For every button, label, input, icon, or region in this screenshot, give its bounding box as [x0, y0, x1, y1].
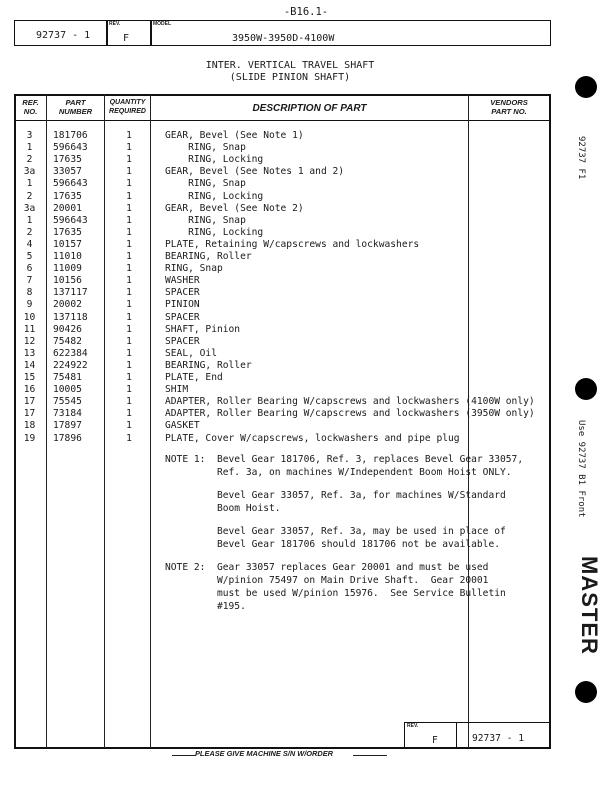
row-ref: 2: [26, 190, 33, 202]
row-description: PLATE, Cover W/capscrews, lockwashers and pipe plug: [165, 432, 460, 444]
row-quantity: 1: [126, 287, 132, 299]
row-part-number: 33057: [53, 166, 82, 178]
header-divider: [106, 20, 108, 46]
note-1-line: Boom Hoist.: [165, 503, 281, 514]
header-part-l2: NUMBER: [58, 107, 93, 116]
header-divider: [150, 20, 152, 46]
binder-hole-icon: [575, 681, 597, 703]
table-row: [0, 154, 552, 166]
row-quantity: 1: [126, 335, 132, 347]
footer-rev-divider: [456, 722, 457, 748]
footer-rev-label: REV.: [407, 723, 419, 729]
table-row: [0, 348, 552, 360]
note-2-line: must be used W/pinion 15976. See Service Bulletin: [165, 588, 506, 599]
row-quantity: 1: [126, 275, 132, 287]
table-row: [0, 251, 552, 263]
row-ref: 13: [23, 347, 36, 359]
row-part-number: 90426: [53, 323, 82, 335]
table-row: [0, 275, 552, 287]
header-qty-l1: QUANTITY: [109, 99, 146, 106]
row-ref: 12: [23, 335, 36, 347]
row-part-number: 11009: [53, 263, 82, 275]
header-model-value: 3950W-3950D-4100W: [232, 33, 335, 44]
side-use-note: Use 92737 B1 Front: [576, 420, 586, 518]
footer-rule: [172, 755, 196, 756]
row-ref: 18: [23, 420, 36, 432]
row-description: BEARING, Roller: [165, 359, 252, 371]
row-quantity: 1: [126, 238, 132, 250]
row-quantity: 1: [126, 190, 132, 202]
row-ref: 10: [23, 311, 36, 323]
header-model-label: MODEL: [153, 21, 172, 27]
row-quantity: 1: [126, 178, 132, 190]
row-ref: 3a: [23, 166, 36, 178]
table-row: [0, 239, 552, 251]
row-quantity: 1: [126, 311, 132, 323]
row-part-number: 596643: [53, 142, 88, 154]
row-quantity: 1: [126, 251, 132, 262]
footer-instruction: PLEASE GIVE MACHINE S/N W/ORDER: [195, 749, 333, 758]
row-ref: 6: [26, 263, 33, 275]
row-part-number: 224922: [53, 359, 88, 371]
table-border: [14, 94, 551, 96]
row-quantity: 1: [126, 408, 132, 420]
row-quantity: 1: [126, 372, 132, 383]
row-description: SPACER: [165, 311, 200, 323]
table-row: [0, 142, 552, 154]
row-description: WASHER: [165, 275, 200, 287]
table-row: [0, 178, 552, 190]
row-part-number: 17635: [53, 154, 82, 166]
row-description: GEAR, Bevel (See Note 2): [165, 202, 304, 214]
header-part: [47, 98, 104, 116]
binder-hole-icon: [575, 76, 597, 98]
row-part-number: 10005: [53, 384, 82, 396]
row-quantity: 1: [126, 154, 132, 166]
row-description: GEAR, Bevel (See Note 1): [165, 130, 304, 141]
row-ref: 2: [26, 226, 33, 238]
row-ref: 7: [26, 275, 33, 287]
side-code: 92737 F1: [576, 136, 586, 180]
note-1-line: Bevel Gear 181706 should 181706 not be available.: [165, 539, 501, 550]
row-part-number: 17635: [53, 190, 82, 202]
note-1-line: NOTE 1: Bevel Gear 181706, Ref. 3, replaces Bevel Gear 33057,: [165, 454, 524, 465]
row-part-number: 596643: [53, 178, 88, 190]
row-quantity: 1: [126, 130, 132, 141]
row-description: RING, Locking: [165, 190, 264, 202]
row-quantity: 1: [126, 263, 132, 275]
table-row: [0, 408, 552, 420]
note-1-line: Bevel Gear 33057, Ref. 3a, for machines W/Standard: [165, 490, 506, 501]
table-row: [0, 324, 552, 336]
footer-doc-number: 92737 - 1: [472, 733, 524, 744]
row-description: SPACER: [165, 287, 200, 299]
row-quantity: 1: [126, 202, 132, 214]
table-row: [0, 191, 552, 203]
header-qty-l2: REQUIRED: [109, 108, 146, 115]
table-row: [0, 299, 552, 311]
row-description: RING, Snap: [165, 214, 246, 226]
row-description: PLATE, End: [165, 372, 223, 383]
row-part-number: 11010: [53, 251, 82, 262]
row-ref: 14: [23, 359, 36, 371]
row-part-number: 17896: [53, 432, 82, 444]
row-part-number: 20002: [53, 299, 82, 311]
row-ref: 5: [26, 251, 33, 262]
row-part-number: 10156: [53, 275, 82, 287]
table-row: [0, 396, 552, 408]
row-part-number: 73184: [53, 408, 82, 420]
table-row: [0, 336, 552, 348]
row-ref: 4: [26, 238, 33, 250]
row-ref: 8: [26, 287, 33, 299]
header-doc-number: 92737 - 1: [36, 30, 91, 41]
row-quantity: 1: [126, 432, 132, 444]
row-part-number: 20001: [53, 202, 82, 214]
row-part-number: 75482: [53, 335, 82, 347]
row-ref: 9: [26, 299, 33, 311]
row-description: RING, Locking: [165, 226, 264, 238]
row-quantity: 1: [126, 214, 132, 226]
row-description: RING, Snap: [165, 178, 246, 190]
row-part-number: 622384: [53, 347, 88, 359]
table-row: [0, 372, 552, 384]
page-number: -B16.1-: [283, 6, 329, 18]
header-part-l1: PART: [65, 98, 86, 107]
header-description: DESCRIPTION OF PART: [252, 103, 367, 114]
row-part-number: 17897: [53, 420, 82, 432]
header-rev-label: REV.: [109, 21, 121, 27]
row-description: PLATE, Retaining W/capscrews and lockwashers: [165, 238, 420, 250]
row-description: GEAR, Bevel (See Notes 1 and 2): [165, 166, 345, 178]
row-ref: 17: [23, 408, 36, 420]
row-quantity: 1: [126, 323, 132, 335]
row-quantity: 1: [126, 420, 132, 432]
row-ref: 17: [23, 396, 36, 408]
row-quantity: 1: [126, 359, 132, 371]
row-description: GASKET: [165, 420, 200, 432]
table-row: [0, 384, 552, 396]
row-part-number: 17635: [53, 226, 82, 238]
row-part-number: 75545: [53, 396, 82, 408]
table-row: [0, 360, 552, 372]
table-row: [0, 312, 552, 324]
page-title: INTER. VERTICAL TRAVEL SHAFT: [205, 60, 375, 71]
header-ref-l2: NO.: [23, 107, 38, 116]
note-1-line: Ref. 3a, on machines W/Independent Boom Hoist ONLY.: [165, 467, 512, 478]
row-ref: 3a: [23, 202, 36, 214]
table-row: [0, 287, 552, 299]
header-ref-l1: REF.: [22, 98, 39, 107]
header-rev-value: F: [123, 33, 130, 44]
note-1-line: Bevel Gear 33057, Ref. 3a, may be used in place of: [165, 526, 506, 537]
row-part-number: 75481: [53, 372, 82, 383]
row-quantity: 1: [126, 142, 132, 154]
row-description: RING, Snap: [165, 142, 246, 154]
note-2-line: #195.: [165, 601, 246, 612]
table-row: [0, 227, 552, 239]
binder-hole-icon: [575, 378, 597, 400]
table-row: [0, 130, 552, 142]
row-description: ADAPTER, Roller Bearing W/capscrews and lockwashers (4100W only): [165, 396, 535, 408]
row-ref: 1: [26, 178, 33, 190]
header-vendor: [469, 98, 549, 116]
header-vendor-l2: PART NO.: [491, 107, 527, 116]
row-quantity: 1: [126, 384, 132, 396]
row-quantity: 1: [126, 396, 132, 408]
row-description: PINION: [165, 299, 200, 311]
table-row: [0, 215, 552, 227]
row-quantity: 1: [126, 347, 132, 359]
table-row: [0, 420, 552, 432]
row-ref: 1: [26, 214, 33, 226]
table-row: [0, 203, 552, 215]
row-description: SPACER: [165, 335, 200, 347]
row-quantity: 1: [126, 166, 132, 178]
row-ref: 16: [23, 384, 36, 396]
row-ref: 1: [26, 142, 33, 154]
footer-rule: [353, 755, 387, 756]
header-vendor-l1: VENDORS: [490, 98, 528, 107]
row-part-number: 181706: [53, 130, 88, 141]
row-part-number: 596643: [53, 214, 88, 226]
table-row: [0, 263, 552, 275]
note-2-line: W/pinion 75497 on Main Drive Shaft. Gear 20001: [165, 575, 489, 586]
row-description: RING, Snap: [165, 263, 223, 275]
row-quantity: 1: [126, 226, 132, 238]
master-stamp: MASTER: [577, 556, 602, 655]
header-ref: [15, 98, 46, 116]
table-row: [0, 166, 552, 178]
row-description: SHAFT, Pinion: [165, 323, 241, 335]
row-ref: 2: [26, 154, 33, 166]
row-ref: 11: [23, 323, 36, 335]
row-quantity: 1: [126, 299, 132, 311]
row-part-number: 137118: [53, 311, 88, 323]
row-description: ADAPTER, Roller Bearing W/capscrews and lockwashers (3950W only): [165, 408, 535, 420]
footer-rev-value: F: [432, 735, 438, 746]
header-quantity: [105, 98, 150, 116]
page-subtitle: (SLIDE PINION SHAFT): [229, 72, 351, 83]
row-description: BEARING, Roller: [165, 251, 252, 262]
row-part-number: 137117: [53, 287, 88, 299]
table-header-rule: [14, 120, 551, 121]
row-description: RING, Locking: [165, 154, 264, 166]
row-part-number: 10157: [53, 238, 82, 250]
row-description: SHIM: [165, 384, 189, 396]
table-row: [0, 433, 552, 445]
row-description: SEAL, Oil: [165, 347, 217, 359]
row-ref: 15: [23, 372, 36, 383]
note-2-line: NOTE 2: Gear 33057 replaces Gear 20001 and must be used: [165, 562, 489, 573]
row-ref: 19: [23, 432, 36, 444]
row-ref: 3: [26, 130, 33, 141]
